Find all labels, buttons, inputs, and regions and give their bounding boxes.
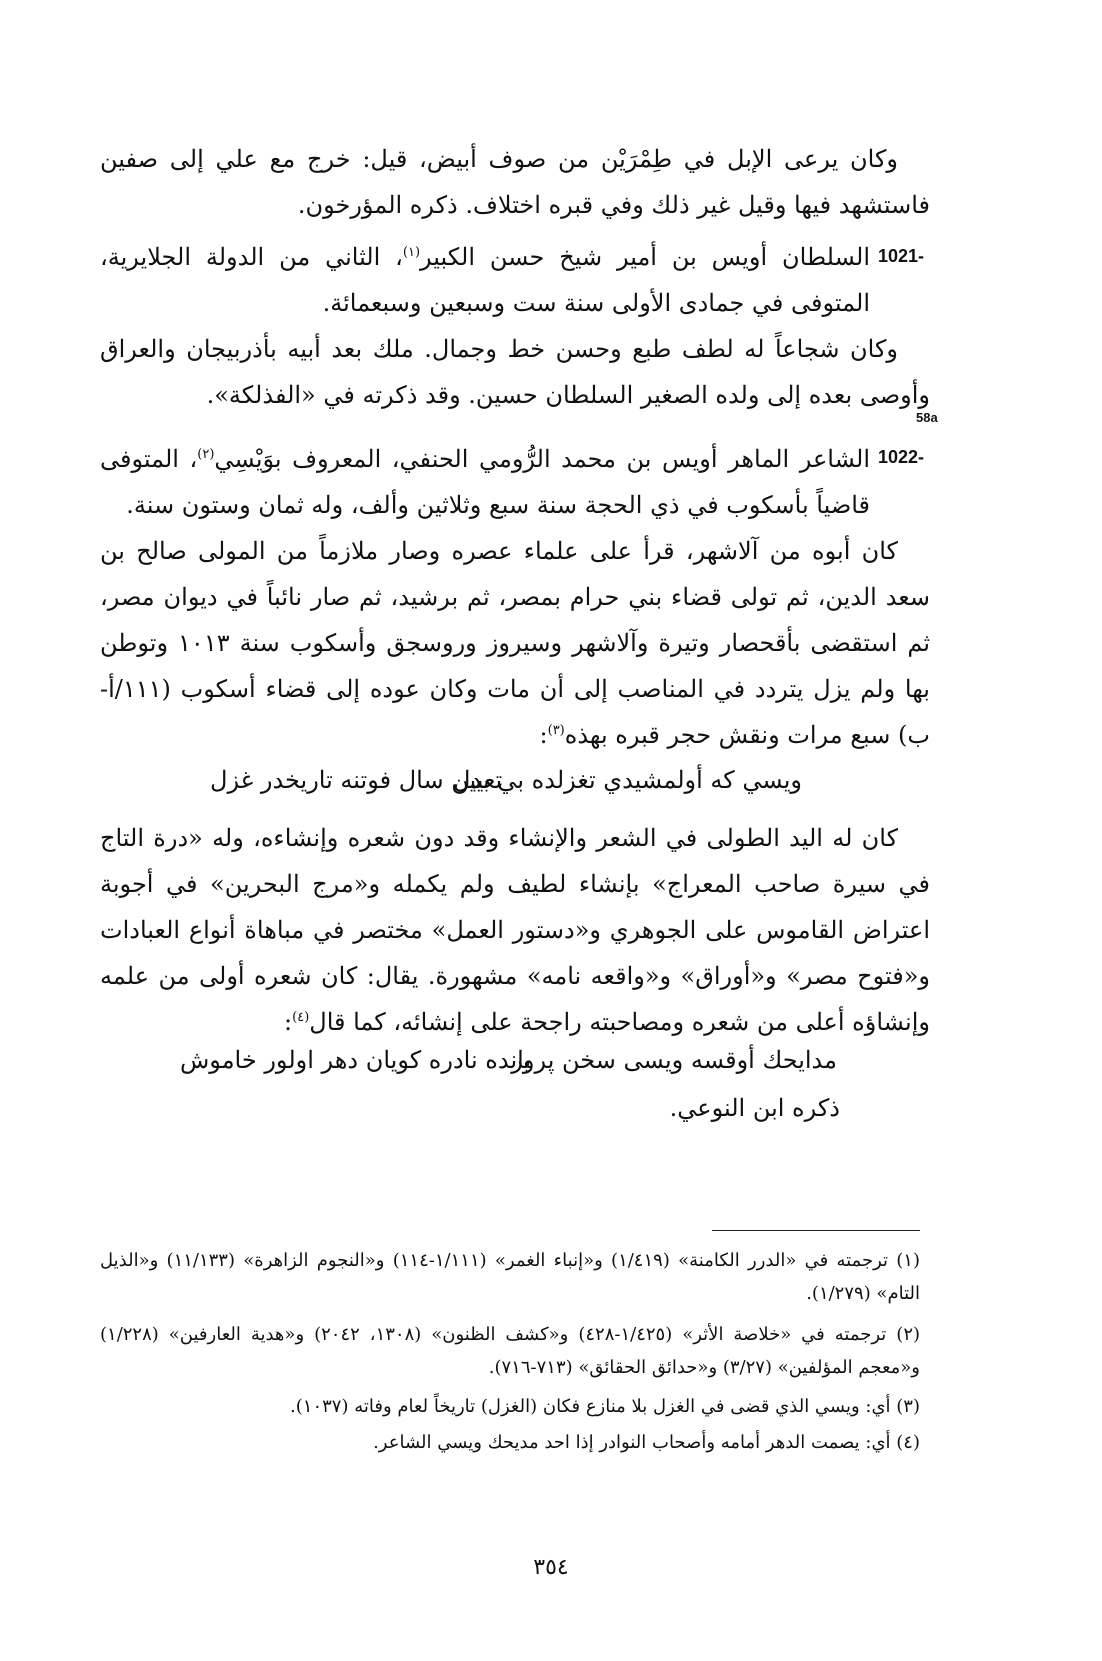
- footnote-ref-4[interactable]: (٤): [292, 1010, 310, 1025]
- entry-1022-source: ذكره ابن النوعي.: [669, 1094, 840, 1122]
- footnote-1: (١) ترجمته في «الدرر الكامنة» (١/٤١٩) و«إنباء الغمر» (١/١١١-١١٤) و«النجوم الزاهرة» (١١/١٣٣) و«الذيل التام» (١/٢٧٩).: [100, 1250, 920, 1304]
- footnote-ref-1[interactable]: (١): [402, 245, 421, 260]
- verse-2-right-hemistich: مدايحك أوقسه ويسى سخن پرور: [511, 1046, 837, 1074]
- entry-1022-heading: [100, 436, 870, 528]
- entry-number-1021: 1021-: [878, 246, 925, 266]
- footnote-ref-2[interactable]: (٢): [197, 447, 215, 462]
- intro-paragraph: [100, 136, 930, 228]
- intro-line-1: وكان يرعى الإبل في طِمْرَيْن من صوف أبيض، قيل: خرج مع علي إلى صفين فاستشهد: [100, 145, 930, 219]
- entry-1021-paragraph: وكان شجاعاً له لطف طبع وحسن خط وجمال. ملك بعد أبيه بأذربيجان والعراق وأوصى بعده إلى ولده الصغير السلطان حسين. وقد ذكرته في «الفذلكة».: [100, 335, 930, 409]
- footnote-ref-3[interactable]: (٣): [547, 723, 565, 738]
- intro-line-2: فيها وقيل غير ذلك وفي قبره اختلاف. ذكره المؤرخون.: [297, 191, 832, 219]
- entry-1022-title: الشاعر الماهر أويس بن محمد الرُّومي الحنفي، المعروف بوَيْسِي: [214, 445, 870, 473]
- footnote-separator: [712, 1230, 920, 1231]
- verse-2-left-hemistich: يانده نادره كويان دهر اولور خاموش: [180, 1046, 532, 1074]
- footnote-4: (٤) أي: يصمت الدهر أمامه وأصحاب النوادر إذا احد مديحك ويسي الشاعر.: [373, 1432, 920, 1453]
- page-number: ٣٥٤: [533, 1555, 569, 1580]
- entry-1021-heading: [100, 234, 870, 326]
- manuscript-folio-marker: 58a: [916, 410, 938, 425]
- entry-1022-works: [100, 815, 930, 1045]
- footnote-3: (٣) أي: ويسي الذي قضى في الغزل بلا منازع فكان (الغزل) تاريخاً لعام وفاته (١٠٣٧).: [290, 1396, 920, 1417]
- entry-1022-biography: [100, 528, 930, 758]
- works-text: كان له اليد الطولى في الشعر والإنشاء وقد دون شعره وإنشاءه، وله «درة التاج في سيرة صاحب المعراج» بإنشاء لطيف ولم يكمله و«مرج البحرين» في أجوبة اعتراض القاموس على الجوهري و«دستور العمل» مختصر في مباهاة أنواع العبادات و«فتوح مصر» و«أوراق» و«واقعه نامه» مشهورة. يقال: كان شعره أولى من علمه وإنشاؤه أعلى من شعره ومصاحبته راجحة على إنشائه، كما قال: [100, 824, 930, 1036]
- footnote-2: (٢) ترجمته في «خلاصة الأثر» (١/٤٢٥-٤٢٨) و«كشف الظنون» (١٣٠٨، ٢٠٤٢) و«هدية العارفين» (١/٢٢٨) و«معجم المؤلفين» (٣/٢٧) و«حدائق الحقائق» (٧١٣-٧١٦).: [100, 1324, 921, 1378]
- entry-1021-title: السلطان أويس بن أمير شيخ حسن الكبير: [420, 243, 870, 271]
- verse-1-right-hemistich: ويسي كه أولمشيدي تغزلده بي بدل: [453, 766, 802, 794]
- works-colon: :: [284, 1008, 293, 1036]
- entry-1021-details: ، الثاني من الدولة الجلايرية، المتوفى في جمادى الأولى سنة ست وسبعين وسبعمائة.: [100, 243, 870, 317]
- verse-1-left-hemistich: تعيين سال فوتنه تاريخدر غزل: [210, 766, 503, 794]
- biography-colon: :: [539, 721, 548, 749]
- biography-text: كان أبوه من آلاشهر، قرأ على علماء عصره وصار ملازماً من المولى صالح بن سعد الدين، ثم تولى قضاء بني حرام بمصر، ثم برشيد، ثم صار نائباً في ديوان مصر، ثم استقضى بأقحصار وتيرة وآلاشهر وسيروز وروسجق وأسكوب سنة ١٠١٣ وتوطن بها ولم يزل يتردد في المناصب إلى أن مات وكان عوده إلى قضاء أسكوب (١١١/أ-ب) سبع مرات ونقش حجر قبره بهذه: [100, 537, 931, 749]
- entry-number-1022: 1022-: [878, 447, 925, 467]
- entry-1022-details: ، المتوفى قاضياً بأسكوب في ذي الحجة سنة سبع وثلاثين وألف، وله ثمان وستون سنة.: [100, 445, 870, 519]
